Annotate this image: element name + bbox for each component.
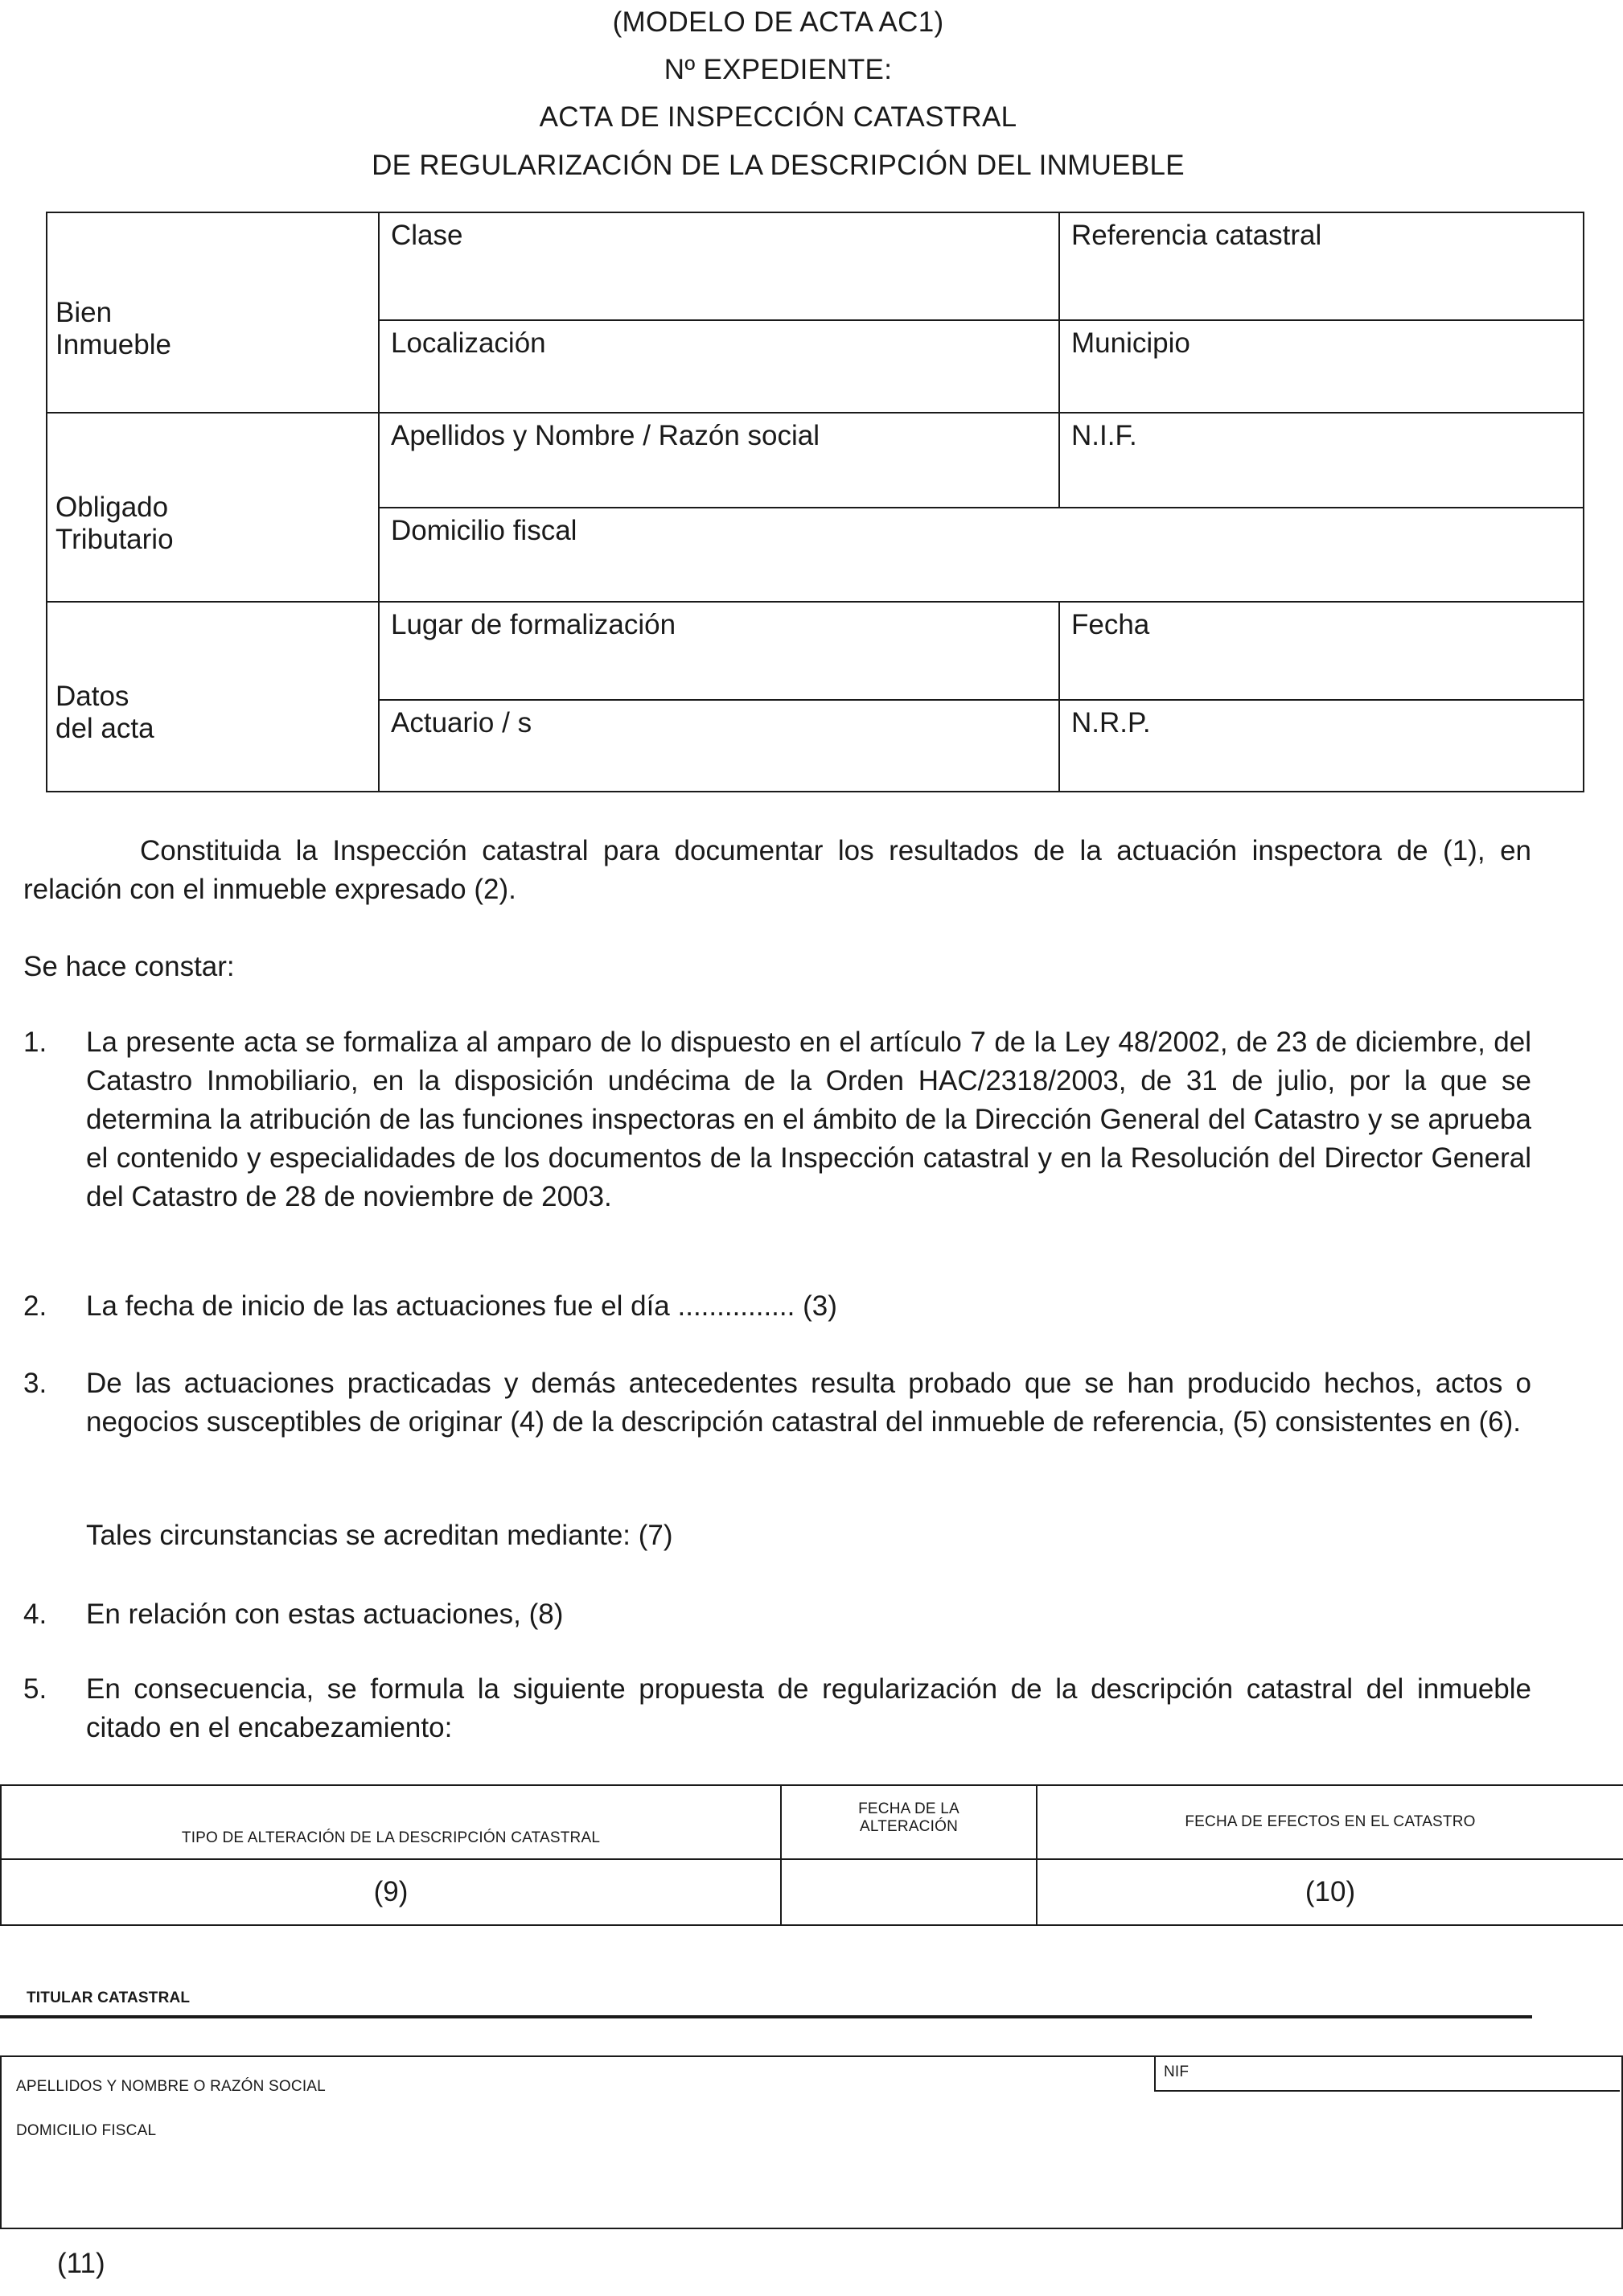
apellidos-nombre-label[interactable]: APELLIDOS Y NOMBRE O RAZÓN SOCIAL [16, 2078, 326, 2095]
item-4-text: En relación con estas actuaciones, (8) [86, 1599, 564, 1630]
tipo-alteracion-cell[interactable]: (9) [1, 1859, 781, 1925]
domicilio-fiscal-field[interactable]: Domicilio fiscal [379, 508, 1584, 602]
group-label: Inmueble [55, 328, 171, 360]
apellidos-nombre-field[interactable]: Apellidos y Nombre / Razón social [379, 413, 1059, 508]
document-subtitle: DE REGULARIZACIÓN DE LA DESCRIPCIÓN DEL INMUEBLE [372, 150, 1185, 181]
item-3-text: De las actuaciones practicadas y demás antecedentes resulta probado que se han producido hechos, actos o negocios susceptibles de originar (4) de la descripción catastral del inmueble de referencia, (5) consistentes en (6). [86, 1368, 1531, 1438]
fecha-efectos-header: FECHA DE EFECTOS EN EL CATASTRO [1037, 1785, 1623, 1859]
item-2-text: La fecha de inicio de las actuaciones fue el día ............... (3) [86, 1290, 837, 1322]
obligado-tributario-group [47, 413, 379, 602]
nrp-field[interactable]: N.R.P. [1059, 700, 1584, 792]
fecha-field[interactable]: Fecha [1059, 602, 1584, 700]
intro-paragraph: Constituida la Inspección catastral para documentar los resultados de la actuación inspectora de (1), en relación con el inmueble expresado (2). [23, 835, 1531, 905]
item-number: 2. [23, 1290, 47, 1322]
model-title: (MODELO DE ACTA AC1) [612, 6, 944, 38]
header-line: ALTERACIÓN [859, 1818, 958, 1835]
group-label: Datos [55, 681, 129, 712]
lugar-formalizacion-field[interactable]: Lugar de formalización [379, 602, 1059, 700]
referencia-catastral-field[interactable]: Referencia catastral [1059, 212, 1584, 320]
fecha-alteracion-cell[interactable] [781, 1859, 1037, 1925]
fecha-alteracion-header [781, 1785, 1037, 1859]
bien-inmueble-group [47, 212, 379, 413]
group-label: Tributario [55, 523, 174, 555]
clase-field[interactable]: Clase [379, 212, 1059, 320]
nif-label: NIF [1164, 2064, 1190, 2080]
header-line: FECHA DE LA [858, 1800, 959, 1817]
expediente-label: Nº EXPEDIENTE: [664, 54, 893, 85]
heading-rule [0, 2015, 1532, 2018]
group-label: Bien [55, 296, 113, 328]
datos-acta-group [47, 602, 379, 792]
item-number: 3. [23, 1368, 47, 1399]
item-number: 1. [23, 1027, 47, 1058]
nif-divider [1154, 2090, 1620, 2092]
item-5-text: En consecuencia, se formula la siguiente propuesta de regularización de la descripción catastral del inmueble citado en el encabezamiento: [86, 1673, 1531, 1743]
document-title: ACTA DE INSPECCIÓN CATASTRAL [539, 101, 1017, 133]
item-1-text: La presente acta se formaliza al amparo de lo dispuesto en el artículo 7 de la Ley 48/2002, de 23 de diciembre, del Catastro Inmobiliario, en la disposición undécima de la Orden HAC/2318/2003, de 31 de julio, por la que se determina la atribución de las funciones inspectoras en el ámbito de la Dirección General del Catastro y se aprueba el contenido y especialidades de los documentos de la Inspección catastral y en la Resolución del Director General del Catastro de 28 de noviembre de 2003. [86, 1027, 1531, 1212]
municipio-field[interactable]: Municipio [1059, 320, 1584, 413]
actuario-field[interactable]: Actuario / s [379, 700, 1059, 792]
tipo-alteracion-header: TIPO DE ALTERACIÓN DE LA DESCRIPCIÓN CATASTRAL [1, 1785, 781, 1859]
nif-divider [1154, 2057, 1156, 2091]
localizacion-field[interactable]: Localización [379, 320, 1059, 413]
footnote-marker: (11) [57, 2248, 105, 2279]
group-label: Obligado [55, 491, 169, 523]
group-label: del acta [55, 713, 154, 744]
info-table [46, 212, 1584, 792]
item-number: 4. [23, 1599, 47, 1630]
item-number: 5. [23, 1673, 47, 1705]
alteration-table [0, 1784, 1623, 1926]
item-3-subtext: Tales circunstancias se acreditan mediante: (7) [86, 1520, 673, 1551]
hace-constar-text: Se hace constar: [23, 951, 235, 982]
titular-catastral-heading: TITULAR CATASTRAL [27, 1989, 191, 2006]
fecha-efectos-cell[interactable]: (10) [1037, 1859, 1623, 1925]
nif-field[interactable]: N.I.F. [1059, 413, 1584, 508]
domicilio-fiscal-label[interactable]: DOMICILIO FISCAL [16, 2122, 157, 2139]
